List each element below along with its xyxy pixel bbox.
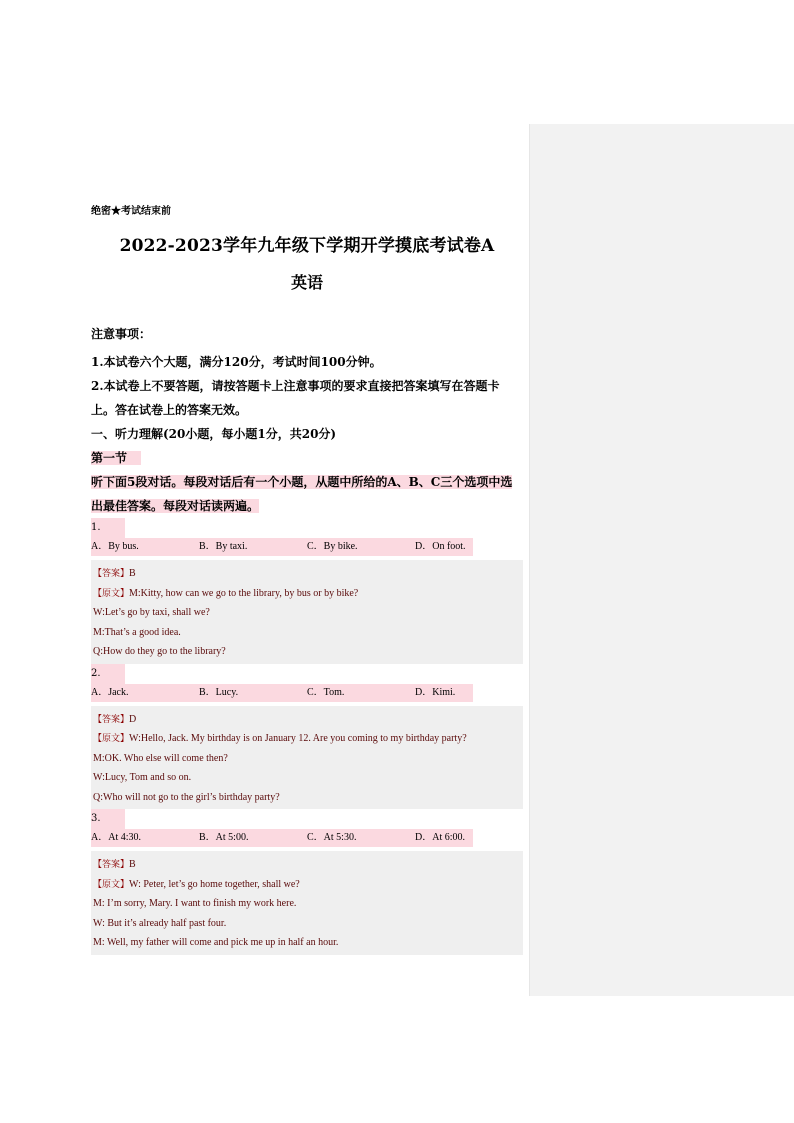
transcript-line: 【原文】W: Peter, let’s go home together, shall we? (93, 878, 300, 890)
option-a: A．At 4:30. (91, 829, 199, 847)
document-page (91, 198, 523, 955)
options-row (91, 684, 523, 702)
option-d: D．Kimi. (415, 684, 473, 702)
answer-line: 【答案】B (93, 859, 136, 870)
note-item: 2.本试卷上不要答题，请按答题卡上注意事项的要求直接把答案填写在答题卡上。答在试卷上的答案无效。 (91, 379, 500, 417)
transcript-line: W:Let’s go by taxi, shall we? (93, 607, 210, 618)
option-c: C．At 5:30. (307, 829, 415, 847)
question-number: 3. (91, 809, 523, 829)
answer-line: 【答案】B (93, 568, 136, 579)
option-a: A．Jack. (91, 684, 199, 702)
transcript-line: W:Lucy, Tom and so on. (93, 772, 192, 783)
option-d: D．At 6:00. (415, 829, 473, 847)
transcript-line: 【原文】M:Kitty, how can we go to the library, by bus or by bike? (93, 587, 359, 599)
option-d: D．On foot. (415, 538, 473, 556)
answer-line: 【答案】D (93, 713, 137, 725)
answer-box (91, 851, 523, 955)
transcript-line: M:That’s a good idea. (93, 626, 181, 638)
section-instruction: 听下面5段对话。每段对话后有一个小题，从题中所给的A、B、C三个选项中选出最佳答案。每段对话读两遍。 (91, 475, 513, 513)
transcript-line: Q:How do they go to the library? (93, 646, 226, 657)
transcript-line: M: I’m sorry, Mary. I want to finish my work here. (93, 898, 297, 909)
options-row (91, 829, 523, 847)
section-title: 一、听力理解(20小题，每小题1分，共20分) (91, 427, 337, 441)
options-row (91, 538, 523, 556)
option-b: B．Lucy. (199, 684, 307, 702)
option-a: A．By bus. (91, 538, 199, 556)
option-c: C．Tom. (307, 684, 415, 702)
note-item: 1.本试卷六个大题，满分120分，考试时间100分钟。 (91, 355, 382, 369)
question-number: 1. (91, 518, 523, 538)
transcript-line: M: Well, my father will come and pick me up in half an hour. (93, 937, 339, 948)
transcript-line: M:OK. Who else will come then? (93, 752, 228, 764)
exam-subject: 英语 (290, 273, 323, 292)
answer-box (91, 706, 523, 810)
section-part: 第一节 (91, 451, 141, 465)
question-number: 2. (91, 664, 523, 684)
answer-box (91, 560, 523, 664)
notes-heading: 注意事项： (91, 327, 152, 341)
option-b: B．At 5:00. (199, 829, 307, 847)
confidential-label: 绝密★考试结束前 (91, 206, 171, 217)
option-b: B．By taxi. (199, 538, 307, 556)
exam-title: 2022-2023学年九年级下学期开学摸底考试卷A (119, 236, 495, 256)
option-c: C．By bike. (307, 538, 415, 556)
transcript-line: W: But it’s already half past four. (93, 917, 227, 929)
comment-sidebar (529, 124, 794, 996)
transcript-line: Q:Who will not go to the girl’s birthday party? (93, 791, 280, 803)
transcript-line: 【原文】W:Hello, Jack. My birthday is on January 12. Are you coming to my birthday party? (93, 733, 467, 744)
